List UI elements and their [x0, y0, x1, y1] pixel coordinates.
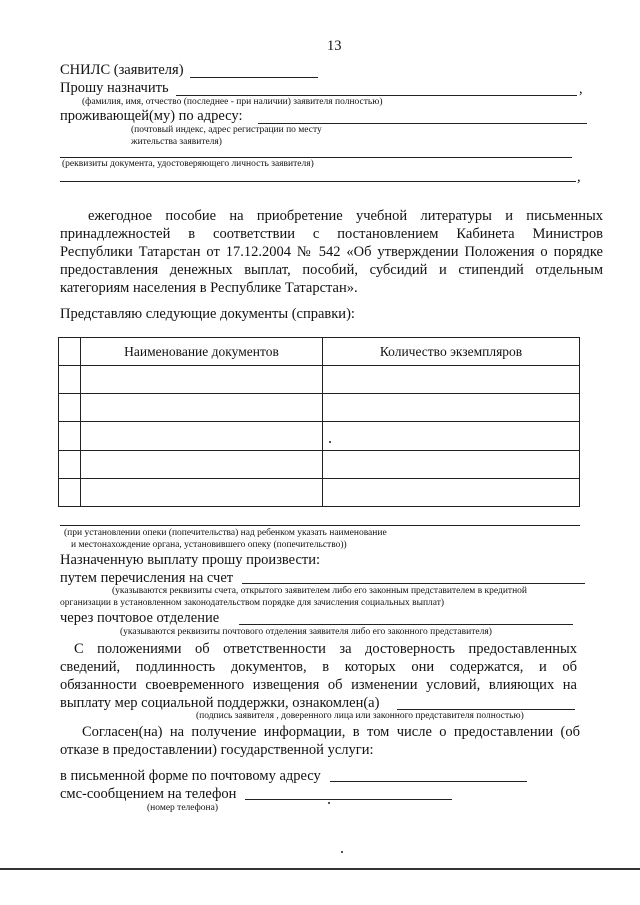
scan-bottom-edge — [0, 868, 640, 870]
acknowledge-line-2: сведений, подлинность документов, в которых они содержатся, и об — [60, 659, 577, 675]
header-name-cell: Наименование документов — [81, 338, 323, 366]
applicant-name-hint: (фамилия, имя, отчество (последнее - при наличии) заявителя полностью) — [82, 97, 383, 107]
signature-field[interactable] — [397, 709, 575, 710]
table-row — [59, 478, 580, 506]
address-field-line2[interactable] — [60, 157, 572, 158]
account-label: путем перечисления на счет — [60, 570, 234, 586]
row-number-cell[interactable] — [59, 450, 81, 478]
appoint-label: Прошу назначить — [60, 80, 169, 96]
id-document-hint: (реквизиты документа, удостоверяющего личность заявителя) — [62, 159, 314, 169]
scan-speck — [328, 802, 330, 804]
account-hint-line1: (указываются реквизиты счета, открытого заявителем либо его законным представителем в кредитной — [112, 586, 527, 596]
guardianship-hint-line2: и местонахождение органа, установившего опеку (попечительство)) — [71, 540, 347, 550]
row-count-cell[interactable] — [323, 366, 580, 394]
benefit-line-4: предоставления денежных выплат, пособий, субсидий и стипендий отдельным — [60, 262, 603, 278]
row-number-cell[interactable] — [59, 366, 81, 394]
postal-notify-label: в письменной форме по почтовому адресу — [60, 768, 321, 784]
signature-hint: (подпись заявителя , доверенного лица или законного представителя полностью) — [196, 711, 524, 721]
post-office-label: через почтовое отделение — [60, 610, 220, 626]
row-count-cell[interactable] — [323, 478, 580, 506]
address-field[interactable] — [258, 123, 587, 124]
postal-notify-field[interactable] — [330, 781, 527, 782]
consent-line-1: Согласен(на) на получение информации, в том числе о предоставлении (об — [82, 724, 580, 740]
scan-speck — [329, 441, 331, 443]
snils-field[interactable] — [190, 77, 318, 78]
row-number-cell[interactable] — [59, 422, 81, 450]
applicant-name-field[interactable] — [176, 95, 577, 96]
row-name-cell[interactable] — [81, 366, 323, 394]
table-row — [59, 394, 580, 422]
row-count-cell[interactable] — [323, 394, 580, 422]
page-number: 13 — [327, 38, 342, 54]
address-hint-line2: жительства заявителя) — [131, 137, 222, 147]
documents-table — [58, 337, 580, 507]
acknowledge-paragraph — [60, 640, 577, 712]
id-document-field[interactable] — [60, 181, 576, 182]
guardianship-field[interactable] — [60, 525, 580, 526]
benefit-line-5: категориям населения в Республике Татарстан». — [60, 280, 358, 296]
post-office-hint: (указываются реквизиты почтового отделения заявителя либо его законного представителя) — [120, 627, 492, 637]
documents-table-header — [59, 338, 580, 366]
acknowledge-line-1: С положениями об ответственности за достоверность предоставленных — [74, 641, 577, 657]
row-number-cell[interactable] — [59, 478, 81, 506]
phone-hint: (номер телефона) — [147, 803, 218, 813]
benefit-paragraph — [60, 207, 603, 297]
benefit-line-3: Республики Татарстан от 17.12.2004 № 542 «Об утверждении Положения о порядке — [60, 244, 603, 260]
row-name-cell[interactable] — [81, 450, 323, 478]
row-number-cell[interactable] — [59, 394, 81, 422]
benefit-line-2: принадлежностей в соответствии с постановлением Кабинета Министров — [60, 226, 603, 242]
address-hint-line1: (почтовый индекс, адрес регистрации по месту — [131, 125, 322, 135]
payment-title: Назначенную выплату прошу произвести: — [60, 552, 321, 568]
sms-notify-label: смс-сообщением на телефон — [60, 786, 237, 802]
benefit-line-1: ежегодное пособие на приобретение учебной литературы и письменных — [88, 208, 603, 224]
row-count-cell[interactable] — [323, 450, 580, 478]
scan-speck — [341, 851, 343, 853]
table-row — [59, 450, 580, 478]
table-row — [59, 366, 580, 394]
row-name-cell[interactable] — [81, 478, 323, 506]
row-name-cell[interactable] — [81, 394, 323, 422]
consent-paragraph — [60, 723, 580, 759]
header-number-cell — [59, 338, 81, 366]
account-hint-line2: организации в установленном законодательством порядке для зачисления социальных выплат) — [60, 598, 445, 608]
header-count-cell: Количество экземпляров — [323, 338, 580, 366]
documents-intro: Представляю следующие документы (справки): — [60, 306, 355, 322]
address-label: проживающей(му) по адресу: — [60, 108, 243, 124]
snils-label: СНИЛС (заявителя) — [60, 62, 184, 78]
consent-line-2: отказе в предоставлении) государственной услуги: — [60, 742, 374, 758]
acknowledge-line-3: обязанности своевременного извещения об изменении условий, влияющих на — [60, 677, 577, 693]
id-document-comma: , — [577, 169, 581, 185]
phone-field[interactable] — [245, 799, 452, 800]
acknowledge-line-4: выплату мер социальной поддержки, ознакомлен(а) — [60, 695, 380, 711]
appoint-comma: , — [579, 81, 583, 97]
guardianship-hint-line1: (при установлении опеки (попечительства) над ребенком указать наименование — [64, 528, 387, 538]
account-field[interactable] — [242, 583, 585, 584]
row-count-cell[interactable] — [323, 422, 580, 450]
table-row — [59, 422, 580, 450]
row-name-cell[interactable] — [81, 422, 323, 450]
post-office-field[interactable] — [239, 624, 573, 625]
